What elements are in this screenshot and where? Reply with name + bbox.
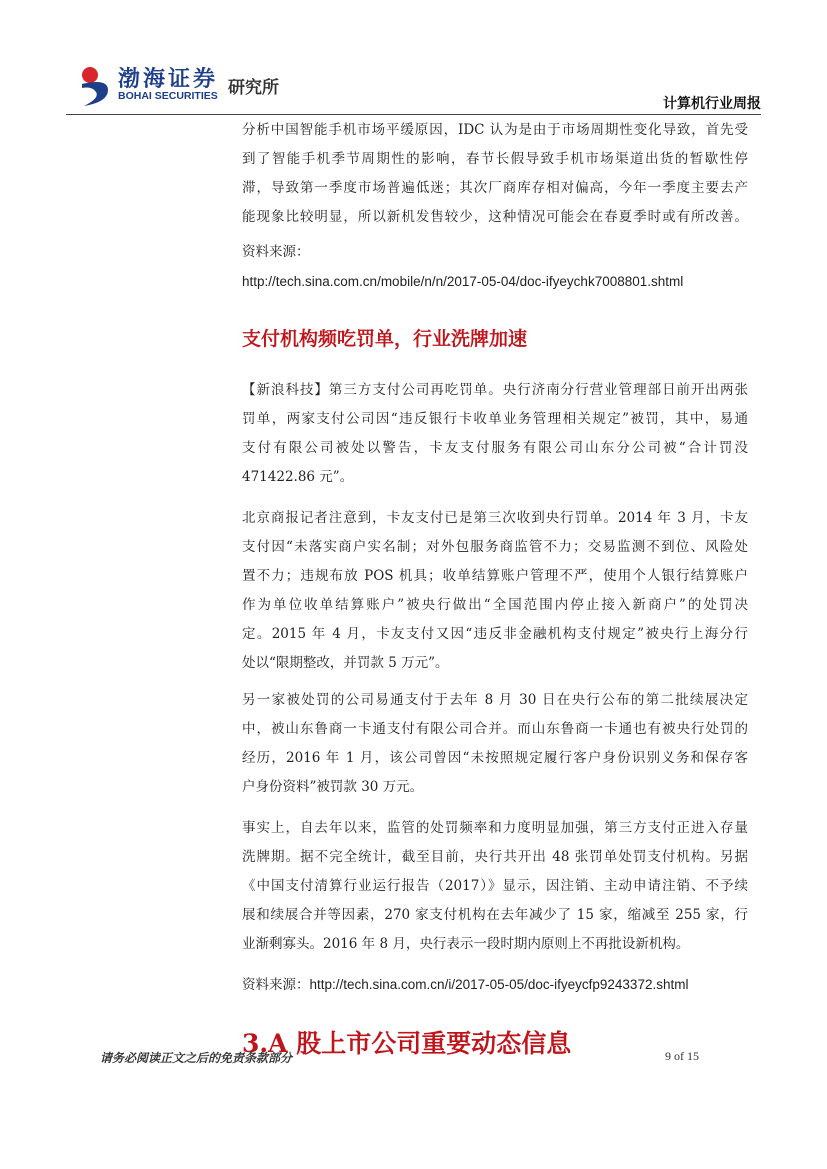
text-line: 处以“限期整改，并罚款 5 万元”。: [242, 655, 449, 671]
text-line: 支付有限公司被处以警告，卡友支付服务有限公司山东分公司被“合计罚没: [242, 440, 748, 456]
chapter-heading: 3.A 股上市公司重要动态信息: [242, 1029, 572, 1058]
text-line: 置不力；违规布放 POS 机具；收单结算账户管理不严，使用个人银行结算账户: [242, 568, 748, 584]
text-line: 定。2015 年 4 月，卡友支付又因“违反非金融机构支付规定”被央行上海分行: [242, 626, 748, 642]
company-logo: [78, 62, 293, 107]
source-link[interactable]: http://tech.sina.com.cn/mobile/n/n/2017-05-04/doc-ifyeychk7008801.shtml: [242, 274, 684, 289]
text-line: 经历，2016 年 1 月，该公司曾因“未按照规定履行客户身份识别义务和保存客: [242, 750, 748, 766]
text-line: 业渐剩寡头。2016 年 8 月，央行表示一段时期内原则上不再批设新机构。: [242, 936, 690, 952]
bohai-logo-icon: [78, 66, 112, 106]
paragraph-intro: [242, 116, 748, 232]
text-line: 中，被山东鲁商一卡通支付有限公司合并。而山东鲁商一卡通也有被央行处罚的: [242, 721, 748, 737]
text-line: 户身份资料”被罚款 30 万元。: [242, 779, 424, 795]
text-line: 罚单，两家支付公司因“违反银行卡收单业务管理相关规定”被罚，其中，易通: [242, 411, 748, 427]
text-line: 471422.86 元”。: [242, 469, 354, 485]
paragraph: [242, 504, 748, 678]
text-line: 【新浪科技】第三方支付公司再吃罚单。央行济南分行营业管理部日前开出两张: [242, 382, 748, 398]
source-label: 资料来源：: [242, 244, 310, 260]
logo-english-name: BOHAI SECURITIES: [118, 90, 218, 102]
source-link[interactable]: http://tech.sina.com.cn/i/2017-05-05/doc-ifyeycfp9243372.shtml: [309, 977, 689, 992]
source-label: 资料来源：: [242, 977, 310, 993]
text-line: 作为单位收单结算账户”被央行做出“全国范围内停止接入新商户”的处罚决: [242, 597, 748, 613]
page-number: 9 of 15: [665, 1049, 699, 1063]
paragraph: [242, 686, 748, 802]
text-line: 事实上，自去年以来，监管的处罚频率和力度明显加强，第三方支付正进入存量: [242, 820, 748, 836]
text-line: 分析中国智能手机市场平缓原因，IDC 认为是由于市场周期性变化导致，首先受: [242, 122, 748, 138]
footer-disclaimer: 请务必阅读正文之后的免责条款部分: [100, 1051, 293, 1065]
text-line: 《中国支付清算行业运行报告（2017）》显示，因注销、主动申请注销、不予续: [242, 878, 748, 894]
logo-chinese-name: 渤海证券: [118, 66, 219, 92]
text-line: 滞，导致第一季度市场普遍低迷；其次厂商库存相对偏高，今年一季度主要去产: [242, 180, 748, 196]
header-divider: [66, 114, 761, 115]
text-line: 能现象比较明显，所以新机发售较少，这种情况可能会在春夏季时或有所改善。: [242, 209, 748, 225]
section-heading: 支付机构频吃罚单，行业洗牌加速: [242, 328, 528, 350]
text-line: 支付因“未落实商户实名制；对外包服务商监管不力；交易监测不到位、风险处: [242, 539, 748, 555]
paragraph: [242, 814, 748, 959]
report-title: 计算机行业周报: [663, 96, 761, 112]
institute-label: 研究所: [228, 78, 279, 98]
text-line: 另一家被处罚的公司易通支付于去年 8 月 30 日在央行公布的第二批续展决定: [242, 692, 748, 708]
text-line: 北京商报记者注意到，卡友支付已是第三次收到央行罚单。2014 年 3 月，卡友: [242, 510, 748, 526]
text-line: 洗牌期。据不完全统计，截至目前，央行共开出 48 张罚单处罚支付机构。另据: [242, 849, 748, 865]
text-line: 到了智能手机季节周期性的影响，春节长假导致手机市场渠道出货的暂歇性停: [242, 151, 748, 167]
paragraph: [242, 376, 748, 492]
text-line: 展和续展合并等因素，270 家支付机构在去年减少了 15 家，缩减至 255 家，行: [242, 907, 748, 923]
